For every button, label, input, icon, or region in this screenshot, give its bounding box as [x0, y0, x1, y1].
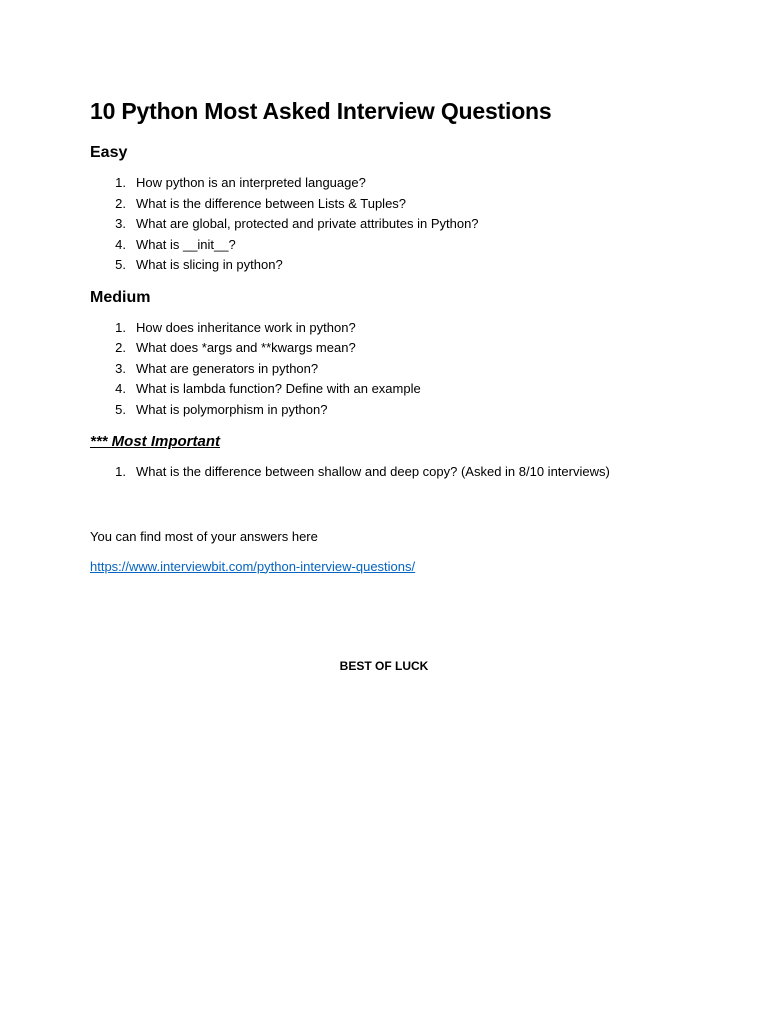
section-heading-medium: Medium [90, 288, 151, 306]
list-item [90, 338, 690, 359]
question-text: What is lambda function? Define with an example [136, 381, 421, 396]
answers-link[interactable]: https://www.interviewbit.com/python-interview-questions/ [90, 558, 416, 574]
question-list-easy [90, 173, 690, 276]
list-number: 4. [115, 381, 126, 396]
list-item [90, 235, 690, 256]
answers-intro: You can find most of your answers here [90, 528, 318, 544]
question-text: What are generators in python? [136, 360, 319, 376]
question-list-medium [90, 318, 690, 421]
list-number: 3. [115, 360, 126, 376]
list-number: 5. [115, 257, 126, 272]
list-number: 2. [115, 340, 126, 355]
question-text: What is the difference between shallow and deep copy? (Asked in 8/10 interviews) [136, 464, 610, 479]
question-text: What is slicing in python? [136, 257, 283, 272]
question-text: How does inheritance work in python? [136, 319, 356, 335]
list-number: 3. [115, 216, 126, 231]
question-text: What is __init__? [136, 236, 236, 252]
spacer [90, 494, 690, 528]
list-item [90, 214, 690, 235]
list-number: 2. [115, 195, 126, 211]
list-item [90, 400, 690, 421]
list-item [90, 379, 690, 400]
list-number: 4. [115, 236, 126, 252]
list-item [90, 359, 690, 380]
section-heading-most-important: *** Most Important [90, 433, 221, 450]
question-text: What is polymorphism in python? [136, 401, 328, 417]
list-item [90, 462, 690, 483]
document-page [90, 96, 690, 576]
section-heading-easy: Easy [90, 144, 128, 161]
list-number: 1. [115, 175, 126, 190]
list-item [90, 318, 690, 339]
question-text: What does *args and **kwargs mean? [136, 340, 356, 355]
list-number: 5. [115, 401, 126, 417]
list-item [90, 194, 690, 215]
question-text: What is the difference between Lists & Tuples? [136, 195, 407, 211]
list-number: 1. [115, 464, 126, 479]
question-list-most-important [90, 462, 690, 483]
closing-text: BEST OF LUCK [339, 659, 429, 673]
list-item [90, 255, 690, 276]
question-text: What are global, protected and private attributes in Python? [136, 216, 479, 231]
question-text: How python is an interpreted language? [136, 175, 366, 190]
list-item [90, 173, 690, 194]
list-number: 1. [115, 319, 126, 335]
document-title: 10 Python Most Asked Interview Questions [90, 98, 552, 124]
